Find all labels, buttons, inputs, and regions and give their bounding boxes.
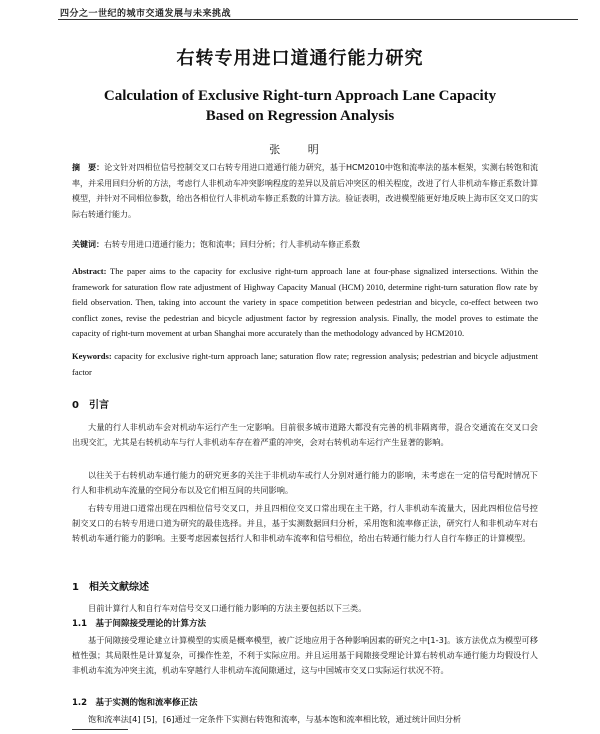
- keywords-en-label: Keywords:: [72, 351, 112, 361]
- subsection-1-2-heading: 1.2 基于实测的饱和流率修正法: [72, 698, 198, 708]
- subsection-1-1-heading: 1.1 基于间隙接受理论的计算方法: [72, 619, 207, 629]
- footnote-rule: [72, 729, 128, 730]
- abstract-en-label: Abstract:: [72, 266, 107, 276]
- section-0-paragraph-3: 右转专用进口道常出现在四相位信号交叉口，并且四相位交叉口常出现在主干路，行人非机动车流量大，因此四相位信号控制交叉口的右转专用进口道为研究的最佳选择。并且，基于实测数据回归分析，采用饱和流率修正法，研究行人和非机动车对右转机动车通行能力的影响。主要考虑因素包括行人和非机动车流率和信号相位，给出右转通行能力行人自行车修正的计算模型。: [72, 503, 538, 543]
- title-en-line-2: Based on Regression Analysis: [205, 108, 395, 124]
- abstract-chinese: [72, 160, 538, 222]
- keywords-en-text: capacity for exclusive right-turn approach lane; saturation flow rate; regression analysis; pedestrian and bicycle adjustment factor: [72, 351, 538, 377]
- paper-title-chinese: 右转专用进口道通行能力研究: [176, 48, 424, 69]
- abstract-cn-label: 摘 要：: [72, 163, 105, 172]
- section-0-heading: 0 引言: [72, 400, 109, 411]
- header-rule: [58, 19, 578, 20]
- section-0-paragraph-1: 大量的行人非机动车会对机动车运行产生一定影响。目前很多城市道路大都没有完善的机非隔离带，混合交通流在交叉口会出现交汇，尤其是右转机动车与行人非机动车存在着严重的冲突，会对右转机动车运行产生显著的影响。: [72, 422, 538, 447]
- abstract-english: [72, 264, 538, 342]
- author-name: 张 明: [269, 143, 331, 156]
- keywords-cn-label: 关键词：: [72, 240, 104, 249]
- section-1-heading: 1 相关文献综述: [72, 582, 149, 593]
- paper-title-english: [0, 86, 600, 126]
- abstract-en-text: The paper aims to the capacity for exclusive right-turn approach lane at four-phase signalized intersections. Within the framework for saturation flow rate adjustment of Highway Capacity Manual (HCM) 2010, determine right-turn saturation flow rate by field observation. Then, taking into account the variety in space competition between pedestrian and bicycle, co-effect between two conflict zones, revise the pedestrian and bicycle adjustment factor by regression analysis. Finally, the model proves to estimate the capacity of right-turn movement at urban Shanghai more accurately than the methodology advanced by HCM2010.: [72, 266, 538, 338]
- abstract-cn-text: 论文针对四相位信号控制交叉口右转专用进口道通行能力研究，基于HCM2010中饱和流率法的基本框架，实测右转饱和流率，并采用回归分析的方法，考虑行人非机动车冲突影响程度的差异以及前后冲突区的相关程度，改进了行人非机动车修正系数计算模型，并针对不同相位参数，给出各相位行人非机动车修正系数的计算方法。验证表明，改进模型能更好地反映上海市区交叉口的实际右转通行能力。: [72, 163, 539, 219]
- section-0-paragraph-2: 以往关于右转机动车通行能力的研究更多的关注于非机动车或行人分别对通行能力的影响，未考虑在一定的信号配时情况下行人和非机动车流量的空间分布以及它们相互间的共同影响。: [72, 470, 538, 495]
- keywords-english: [72, 349, 538, 380]
- title-en-line-1: Calculation of Exclusive Right-turn Approach Lane Capacity: [103, 88, 497, 104]
- keywords-cn-text: 右转专用进口道通行能力；饱和流率；回归分析；行人非机动车修正系数: [104, 240, 360, 249]
- subsection-1-1-paragraph: 基于间隙接受理论建立计算模型的实质是概率模型，被广泛地应用于各种影响因素的研究之中[1-3]。该方法优点为模型可移植性强；其局限性是计算复杂，可操作性差，不利于实际应用。并且运用基于间隙接受理论计算右转机动车通行能力均假设行人非机动车流为冲突主流，机动车穿越行人非机动车流间隙通过，这与中国城市交叉口实际运行状况不符。: [72, 635, 538, 675]
- running-header: 四分之一世纪的城市交通发展与未来挑战: [60, 9, 232, 19]
- section-1-intro: 目前计算行人和自行车对信号交叉口通行能力影响的方法主要包括以下三类。: [88, 603, 367, 613]
- subsection-1-2-paragraph: 饱和流率法[4] [5]，[6]通过一定条件下实测右转饱和流率，与基本饱和流率相比较，通过统计回归分析: [88, 714, 462, 724]
- keywords-chinese: [72, 237, 538, 253]
